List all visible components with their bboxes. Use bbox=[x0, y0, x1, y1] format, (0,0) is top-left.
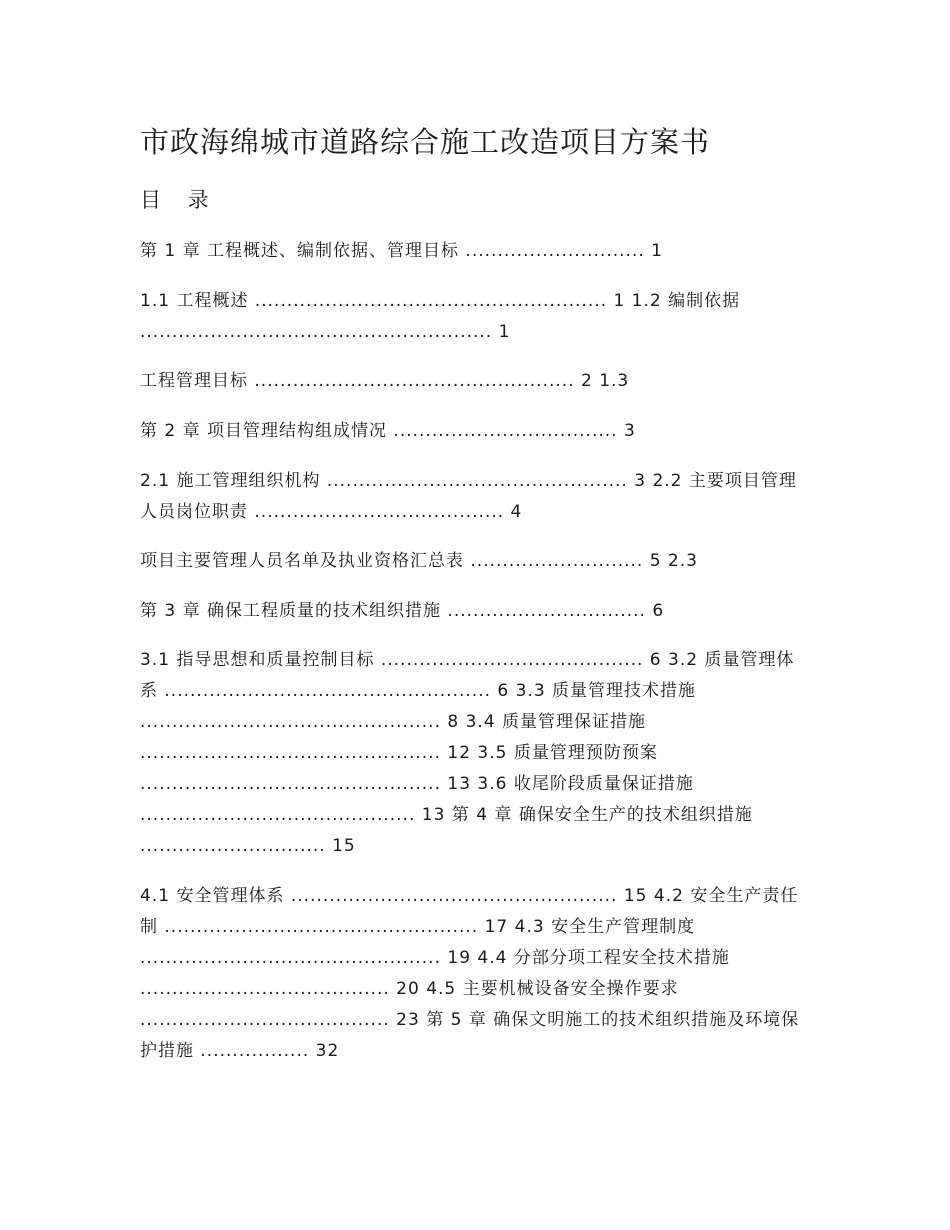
toc-entry-section-1-3: 工程管理目标 .................................................. 2 1.3 bbox=[140, 371, 630, 391]
toc-entry-chapter-1: 第 1 章 工程概述、编制依据、管理目标 ............................ 1 bbox=[140, 241, 663, 261]
toc-entry-sections-2-1-2-2: 2.1 施工管理组织机构 ............................................... 3 2.2 主要项目管理人员岗位职责 ....................................... 4 bbox=[140, 471, 797, 522]
toc-entry-chapter-4-sections: 4.1 安全管理体系 ................................................... 15 4.2 安全生产责任制 ................................................. 17 4.3 安全生产管理制度 ............................................... 19 4.4 分部分项工程安全技术措施 ....................................... 20 4.5 主要机械设备安全操作要求 ....................................... 23 第 5 章 确保文明施工的技术组织措施及环境保护措施 ................. 32 bbox=[140, 886, 800, 1061]
document-title: 市政海绵城市道路综合施工改造项目方案书 bbox=[140, 125, 711, 159]
toc-entry-chapter-3-sections: 3.1 指导思想和质量控制目标 ......................................... 6 3.2 质量管理体系 ................................................... 6 3.3 质量管理技术措施 ............................................... 8 3.4 质量管理保证措施 ............................................... 12 3.5 质量管理预防预案 ............................................... 13 3.6 收尾阶段质量保证措施 ........................................... 13 第 4 章 确保安全生产的技术组织措施 ............................. 15 bbox=[140, 650, 795, 856]
toc-entry-chapter-3: 第 3 章 确保工程质量的技术组织措施 ............................... 6 bbox=[140, 601, 665, 621]
toc-entry-section-2-3: 项目主要管理人员名单及执业资格汇总表 ........................... 5 2.3 bbox=[140, 551, 698, 571]
toc-entry-sections-1-1-1-2: 1.1 工程概述 ....................................................... 1 1.2 编制依据 ....................................................... 1 bbox=[140, 291, 741, 342]
toc-heading: 目 录 bbox=[140, 188, 219, 212]
toc-entry-chapter-2: 第 2 章 项目管理结构组成情况 ................................... 3 bbox=[140, 421, 636, 441]
